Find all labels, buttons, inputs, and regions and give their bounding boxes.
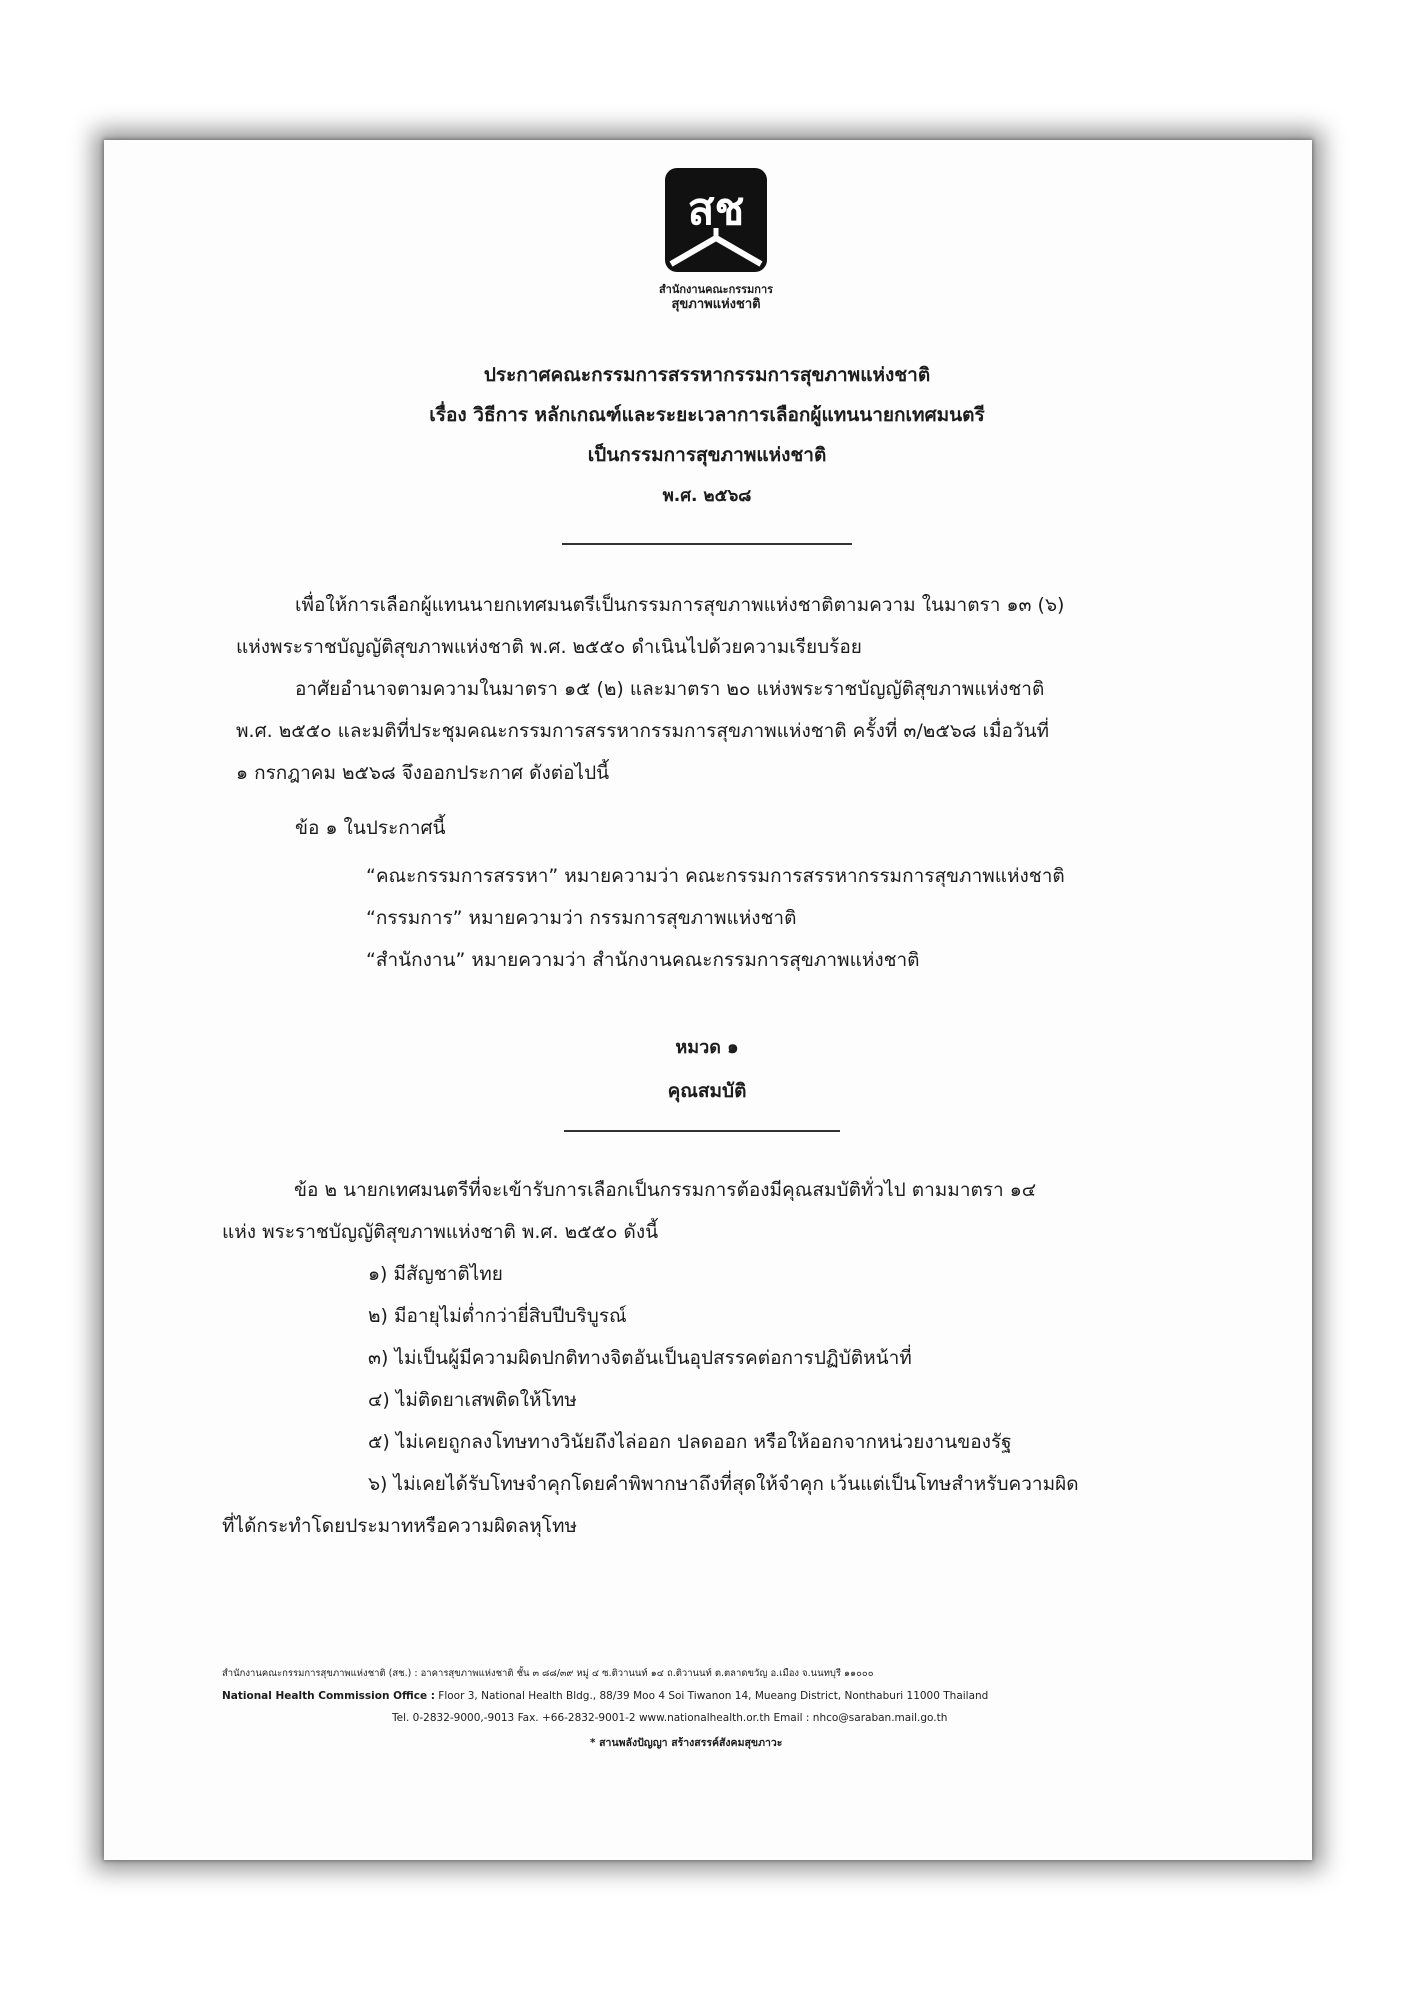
document-page [104,140,1312,1860]
chapter-title: คุณสมบัติ [667,1080,747,1102]
footer-contact: Tel. 0-2832-9000,-9013 Fax. +66-2832-9001-2 www.nationalhealth.or.th Email : nhco@saraban.mail.go.th [392,1712,948,1724]
svg-text:สช: สช [687,184,745,235]
definition-item: “สำนักงาน” หมายความว่า สำนักงานคณะกรรมการสุขภาพแห่งชาติ [366,949,920,971]
footer-office-address: Floor 3, National Health Bldg., 88/39 Moo 4 Soi Tiwanon 14, Mueang District, Nonthaburi 11000 Thailand [438,1690,989,1702]
announcement-subject-cont: เป็นกรรมการสุขภาพแห่งชาติ [587,444,827,466]
announcement-subject: เรื่อง วิธีการ หลักเกณฑ์และระยะเวลาการเลือกผู้แทนนายกเทศมนตรี [429,404,985,426]
clause-1-title: ข้อ ๑ ในประกาศนี้ [295,817,446,839]
footer-office-label: National Health Commission Office : [222,1690,435,1702]
preamble-paragraph-1-cont: แห่งพระราชบัญญัติสุขภาพแห่งชาติ พ.ศ. ๒๕๕๐ ดำเนินไปด้วยความเรียบร้อย [236,636,862,658]
qualification-item: ๒) มีอายุไม่ต่ำกว่ายี่สิบปีบริบูรณ์ [368,1305,627,1327]
footer-address-thai: สำนักงานคณะกรรมการสุขภาพแห่งชาติ (สช.) : อาคารสุขภาพแห่งชาติ ชั้น ๓ ๘๘/๓๙ หมู่ ๔ ซ.ติวานนท์ ๑๔ ถ.ติวานนท์ ต.ตลาดขวัญ อ.เมือง จ.นนทบุรี ๑๑๐๐๐ [222,1668,874,1679]
chapter-divider [564,1130,840,1132]
chapter-number: หมวด ๑ [675,1037,739,1058]
clause-2-text: ข้อ ๒ นายกเทศมนตรีที่จะเข้ารับการเลือกเป็นกรรมการต้องมีคุณสมบัติทั่วไป ตามมาตรา ๑๔ [294,1179,1037,1201]
definition-item: “คณะกรรมการสรรหา” หมายความว่า คณะกรรมการสรรหากรรมการสุขภาพแห่งชาติ [366,865,1065,887]
logo-caption-line2: สุขภาพแห่งชาติ [671,297,761,312]
footer-address-english [222,1690,988,1702]
nhco-logo-icon [665,168,767,272]
preamble-paragraph-2-end: ๑ กรกฎาคม ๒๕๖๘ จึงออกประกาศ ดังต่อไปนี้ [236,762,610,784]
qualification-item: ๔) ไม่ติดยาเสพติดให้โทษ [368,1389,577,1411]
qualification-item: ๕) ไม่เคยถูกลงโทษทางวินัยถึงไล่ออก ปลดออก หรือให้ออกจากหน่วยงานของรัฐ [368,1431,1012,1453]
qualification-item: ๑) มีสัญชาติไทย [368,1263,503,1285]
definition-item: “กรรมการ” หมายความว่า กรรมการสุขภาพแห่งชาติ [366,907,797,929]
qualification-item-cont: ที่ได้กระทำโดยประมาทหรือความผิดลหุโทษ [222,1515,577,1537]
preamble-paragraph-2-cont: พ.ศ. ๒๕๕๐ และมติที่ประชุมคณะกรรมการสรรหากรรมการสุขภาพแห่งชาติ ครั้งที่ ๓/๒๕๖๘ เมื่อวันที่ [236,720,1050,742]
qualification-item: ๖) ไม่เคยได้รับโทษจำคุกโดยคำพิพากษาถึงที่สุดให้จำคุก เว้นแต่เป็นโทษสำหรับความผิด [368,1473,1079,1495]
preamble-paragraph-2: อาศัยอำนาจตามความในมาตรา ๑๕ (๒) และมาตรา ๒๐ แห่งพระราชบัญญัติสุขภาพแห่งชาติ [295,678,1045,700]
clause-2-text-cont: แห่ง พระราชบัญญัติสุขภาพแห่งชาติ พ.ศ. ๒๕๕๐ ดังนี้ [222,1221,659,1243]
announcement-year: พ.ศ. ๒๕๖๘ [662,486,752,506]
footer-slogan: * สานพลังปัญญา สร้างสรรค์สังคมสุขภาวะ [590,1737,783,1749]
heading-divider [562,543,852,545]
qualification-item: ๓) ไม่เป็นผู้มีความผิดปกติทางจิตอันเป็นอุปสรรคต่อการปฏิบัติหน้าที่ [368,1347,912,1369]
preamble-paragraph-1: เพื่อให้การเลือกผู้แทนนายกเทศมนตรีเป็นกรรมการสุขภาพแห่งชาติตามความ ในมาตรา ๑๓ (๖) [295,594,1065,616]
announcement-title: ประกาศคณะกรรมการสรรหากรรมการสุขภาพแห่งชาติ [483,364,931,386]
logo-caption-line1: สำนักงานคณะกรรมการ [658,283,774,296]
